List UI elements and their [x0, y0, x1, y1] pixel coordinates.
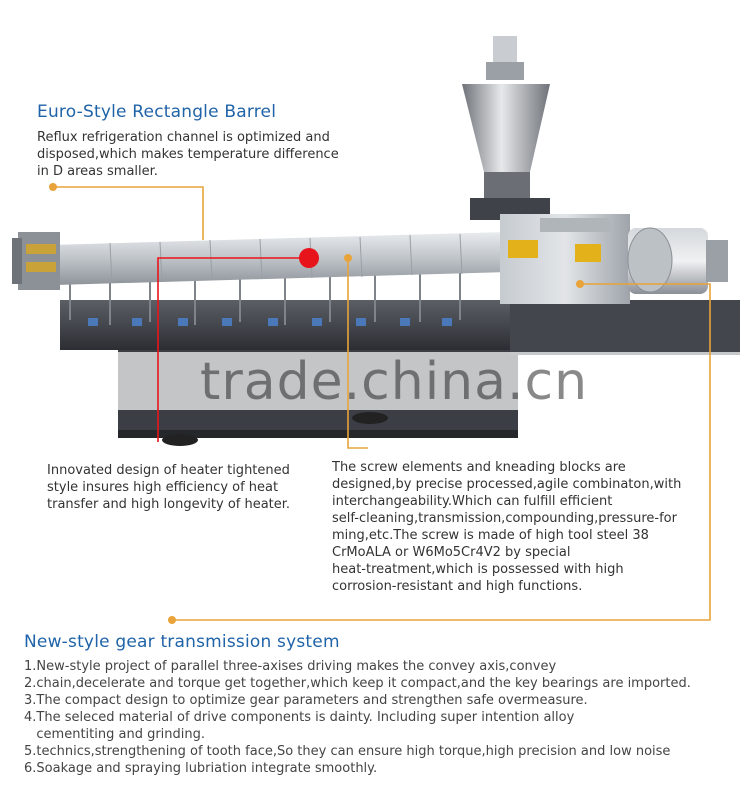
screw-description — [332, 459, 681, 595]
barrel-title: Euro-Style Rectangle Barrel — [37, 102, 277, 122]
barrel-description — [37, 129, 339, 180]
heater-marker — [299, 248, 319, 268]
text-line: disposed,which makes temperature difference — [37, 147, 339, 162]
text-line: CrMoALA or W6Mo5Cr4V2 by special — [332, 545, 571, 560]
callout-dot — [168, 616, 176, 624]
text-line: in D areas smaller. — [37, 164, 158, 179]
text-line: style insures high efficiency of heat — [47, 480, 279, 495]
text-line: self-cleaning,transmission,compounding,pressure-for — [332, 511, 677, 526]
watermark-text: trade.china.cn — [200, 352, 589, 412]
list-item: 5.technics,strengthening of tooth face,So they can ensure high torque,high precision and low noise — [24, 744, 671, 759]
list-item: 4.The seleced material of drive components is dainty. Including super intention alloy — [24, 710, 575, 725]
callout-dot — [344, 254, 352, 262]
text-line: ming,etc.The screw is made of high tool steel 38 — [332, 528, 649, 543]
list-item: 1.New-style project of parallel three-axises driving makes the convey axis,convey — [24, 659, 557, 674]
gear-title: New-style gear transmission system — [24, 632, 340, 652]
list-item: 6.Soakage and spraying lubriation integrate smoothly. — [24, 761, 378, 776]
text-line: interchangeability.Which can fulfill efficient — [332, 494, 613, 509]
text-line: Innovated design of heater tightened — [47, 463, 290, 478]
text-line: The screw elements and kneading blocks are — [332, 460, 626, 475]
gear-list — [24, 658, 691, 777]
callout-dot — [49, 183, 57, 191]
text-line: Reflux refrigeration channel is optimized and — [37, 130, 330, 145]
callout-dot — [576, 280, 584, 288]
list-item: 2.chain,decelerate and torque get together,which keep it compact,and the key bearings are imported. — [24, 676, 691, 691]
list-item: 3.The compact design to optimize gear parameters and strengthen safe overmeasure. — [24, 693, 588, 708]
text-line: corrosion-resistant and high functions. — [332, 579, 583, 594]
text-line: heat-treatment,which is possessed with high — [332, 562, 624, 577]
text-line: designed,by precise processed,agile combinaton,with — [332, 477, 682, 492]
text-line: transfer and high longevity of heater. — [47, 497, 291, 512]
list-item: cementiting and grinding. — [24, 727, 206, 742]
heater-description — [47, 462, 290, 513]
